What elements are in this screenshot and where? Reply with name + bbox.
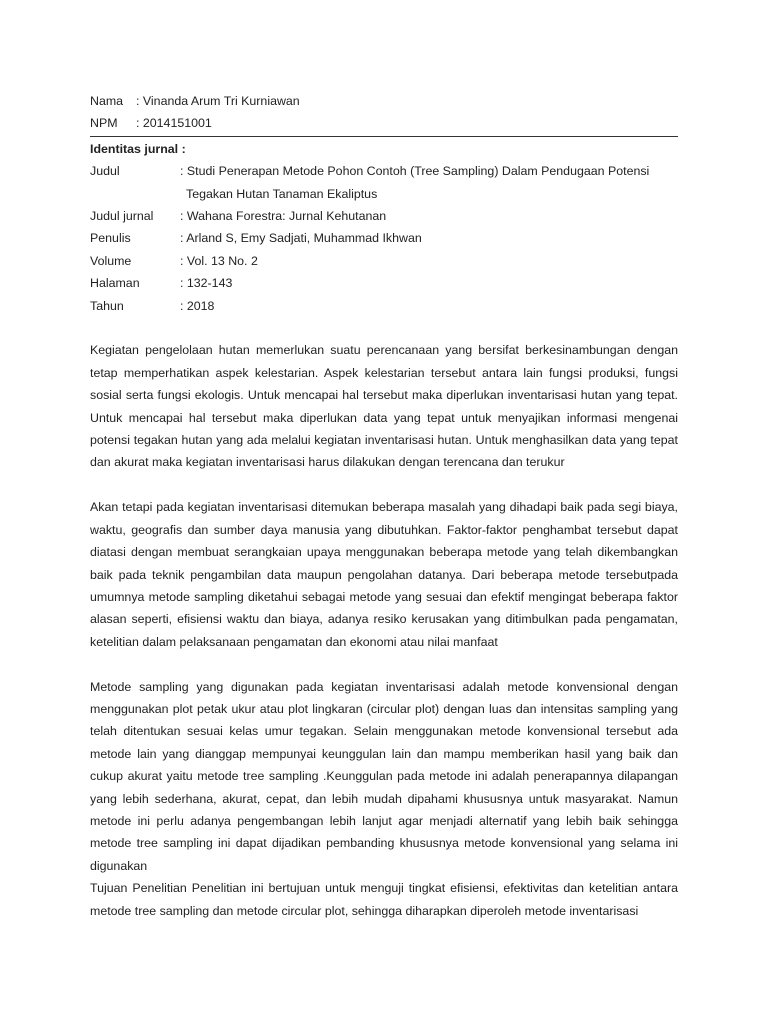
journal-authors-row (90, 227, 678, 249)
journal-title-row (90, 160, 678, 205)
journal-identity-heading: Identitas jurnal : (90, 141, 186, 156)
journal-authors-value: : Arland S, Emy Sadjati, Muhammad Ikhwan (180, 231, 422, 246)
journal-volume-value: : Vol. 13 No. 2 (180, 253, 258, 268)
journal-name-row (90, 205, 678, 227)
journal-title-label: Judul (90, 164, 120, 179)
journal-title-line-1: : Studi Penerapan Metode Pohon Contoh (Tree Sampling) Dalam Pendugaan Potensi (180, 164, 650, 179)
journal-authors-label: Penulis (90, 231, 131, 246)
journal-year-row (90, 295, 678, 317)
journal-volume-label: Volume (90, 253, 132, 268)
student-name-value: : Vinanda Arum Tri Kurniawan (136, 94, 300, 108)
paragraph-3: Metode sampling yang digunakan pada kegiatan inventarisasi adalah metode konvensional dengan menggunakan plot petak ukur atau plot lingkaran (circular plot) dengan luas dan intensitas sampling yang telah ditentukan sesuai kelas umur tegakan. Selain menggunakan metode konvensional tersebut ada metode lain yang dianggap mempunyai keunggulan lain dan mampu memberikan hasil yang baik dan cukup akurat yaitu metode tree sampling .Keunggulan pada metode ini adalah penerapannya dilapangan yang lebih sederhana, akurat, cepat, dan lebih mudah dipahami khususnya untuk masyarakat. Namun metode ini perlu adanya pengembangan lebih lanjut agar menjadi alternatif yang lebih baik sehingga metode tree sampling ini dapat dijadikan pembanding khususnya metode konvensional yang selama ini digunakan (90, 679, 678, 873)
journal-pages-row (90, 272, 678, 294)
header-divider (90, 136, 678, 137)
journal-title-value (180, 160, 678, 205)
student-npm-label: NPM (90, 116, 118, 131)
journal-title-line-2: Tegakan Hutan Tanaman Ekaliptus (186, 186, 378, 201)
journal-year-label: Tahun (90, 298, 124, 313)
paragraph-4: Tujuan Penelitian Penelitian ini bertujuan untuk menguji tingkat efisiensi, efektivitas dan ketelitian antara metode tree sampling dan metode circular plot, sehingga diharapkan diperoleh metode inventarisasi (90, 881, 678, 918)
journal-pages-value: : 132-143 (180, 276, 233, 291)
journal-name-value: : Wahana Forestra: Jurnal Kehutanan (180, 209, 387, 224)
document-content (90, 90, 678, 922)
paragraph-1: Kegiatan pengelolaan hutan memerlukan suatu perencanaan yang bersifat berkesinambungan dengan tetap memperhatikan aspek kelestarian. Aspek kelestarian tersebut antara lain fungsi produksi, fungsi sosial serta fungsi ekologis. Untuk mencapai hal tersebut maka diperlukan inventarisasi hutan yang tepat. Untuk mencapai hal tersebut maka diperlukan data yang tepat untuk menyajikan informasi mengenai potensi tegakan hutan yang ada melalui kegiatan inventarisasi hutan. Untuk menghasilkan data yang tepat dan akurat maka kegiatan inventarisasi harus dilakukan dengan terencana dan terukur (90, 343, 678, 470)
student-npm-row (90, 112, 678, 134)
journal-name-label: Judul jurnal (90, 209, 154, 224)
student-npm-value: : 2014151001 (136, 116, 212, 131)
journal-volume-row (90, 250, 678, 272)
paragraph-2: Akan tetapi pada kegiatan inventarisasi ditemukan beberapa masalah yang dihadapi baik pada segi biaya, waktu, geografis dan sumber daya manusia yang dibutuhkan. Faktor-faktor penghambat tersebut dapat diatasi dengan membuat serangkaian upaya menggunakan beberapa metode yang telah dikembangkan baik pada teknik pengambilan data maupun pengolahan datanya. Dari beberapa metode tersebutpada umumnya metode sampling diketahui sebagai metode yang sesuai dan efektif mengingat beberapa faktor alasan seperti, efisiensi waktu dan biaya, adanya resiko kerusakan yang ditimbulkan pada pengamatan, ketelitian dalam pelaksanaan pengamatan dan ekonomi atau nilai manfaat (90, 500, 678, 649)
student-name-row (90, 90, 678, 112)
journal-pages-label: Halaman (90, 276, 140, 291)
journal-year-value: : 2018 (180, 298, 215, 313)
student-name-label: Nama (90, 94, 124, 108)
